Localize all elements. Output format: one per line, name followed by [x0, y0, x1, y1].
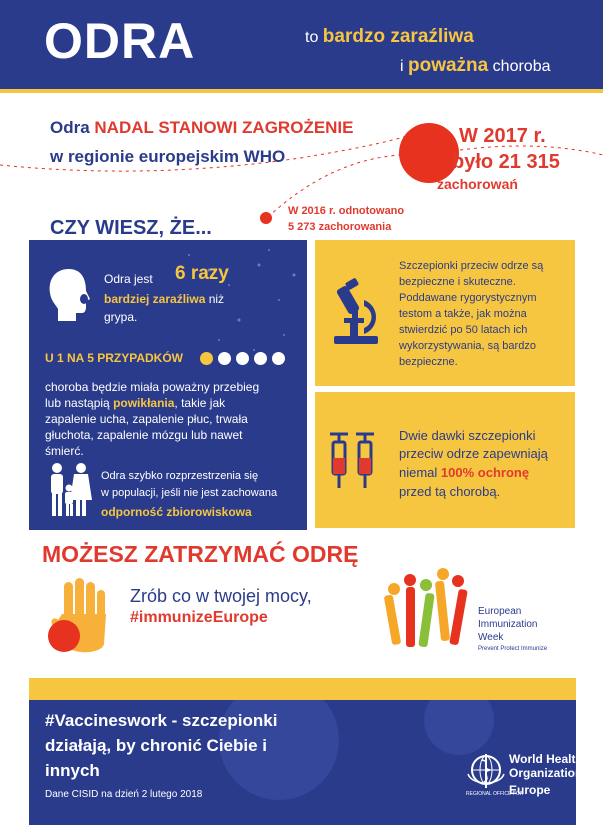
- case-dot-2017: [399, 123, 459, 183]
- who-name-line1: World Health: [509, 752, 583, 766]
- syringes-icon: [326, 428, 381, 500]
- eiw-line2: Immunization: [478, 619, 538, 630]
- who-name-line2: Organization: [509, 766, 583, 780]
- data-source-note: Dane CISID na dzień 2 lutego 2018: [45, 789, 203, 800]
- stat-2017-line3: zachorowań: [437, 176, 518, 192]
- threat-line2: w regionie europejskim WHO: [50, 147, 286, 166]
- header-subtitle-line1: to bardzo zaraźliwa: [305, 26, 474, 47]
- fact1-text-b: bardziej zaraźliwa niż: [104, 292, 225, 306]
- complications-line2: lub nastąpią powikłania, takie jak: [45, 396, 226, 410]
- footer-line1: #Vaccineswork - szczepionki: [45, 711, 278, 730]
- safety-line4: testom a także, jak można: [399, 308, 527, 320]
- stop-measles-heading: MOŻESZ ZATRZYMAĆ ODRĘ: [42, 541, 359, 567]
- eiw-line3: Week: [478, 632, 504, 643]
- proportion-dot-highlighted: [200, 352, 213, 365]
- proportion-dot: [218, 352, 231, 365]
- eiw-tagline: Prevent Protect Immunize: [478, 646, 548, 652]
- doses-line2: przeciw odrze zapewniają: [399, 446, 548, 461]
- fact1-text-d: grypa.: [104, 310, 138, 324]
- eiw-line1: European: [478, 606, 522, 617]
- herd-line2: w populacji, jeśli nie jest zachowana: [101, 487, 278, 499]
- stat-2016-line2: 5 273 zachorowania: [288, 221, 392, 233]
- page-title: ODRA: [44, 13, 196, 69]
- who-name-line3: Europe: [509, 783, 551, 797]
- safety-line1: Szczepionki przeciw odrze są: [399, 260, 544, 272]
- family-icon: [45, 460, 95, 520]
- doses-line4: przed tą chorobą.: [399, 484, 501, 499]
- safety-line6: wykorzystywania, są bardzo: [399, 340, 536, 352]
- proportion-dot: [254, 352, 267, 365]
- fact1-big-number: 6 razy: [175, 263, 229, 284]
- did-you-know-heading: CZY WIESZ, ŻE...: [50, 217, 212, 239]
- complications-line3: zapalenie ucha, zapalenie płuc, trwała: [45, 412, 248, 426]
- proportion-dot: [272, 352, 285, 365]
- case-dot-2016: [260, 212, 272, 224]
- safety-line5: stwierdzić po 50 latach ich: [399, 324, 528, 336]
- proportion-dot: [236, 352, 249, 365]
- header-subtitle-line2: i poważna choroba: [400, 55, 551, 76]
- hashtag-immunize-europe: #immunizeEurope: [130, 609, 268, 626]
- complications-line1: choroba będzie miała poważny przebieg: [45, 380, 260, 394]
- microscope-icon: [328, 278, 383, 348]
- who-emblem-icon: [466, 752, 506, 790]
- fact1-text-a: Odra jest: [104, 272, 153, 286]
- header-banner: [0, 0, 603, 93]
- footer-line3: innych: [45, 761, 100, 780]
- complications-line4: głuchota, zapalenie mózgu lub nawet: [45, 428, 243, 442]
- doses-line1: Dwie dawki szczepionki: [399, 428, 536, 443]
- european-immunization-week-logo: [380, 565, 475, 660]
- stat-2017-line2: było 21 315: [452, 151, 560, 173]
- complications-line5: śmierć.: [45, 444, 84, 458]
- safety-line2: bezpieczne i skuteczne.: [399, 276, 516, 288]
- footer-line2: działają, by chronić Ciebie i: [45, 736, 268, 755]
- hand-stop-icon: [42, 578, 117, 658]
- stat-2017-line1: W 2017 r.: [459, 125, 546, 147]
- doses-line3: niemal 100% ochronę: [399, 465, 530, 480]
- herd-line3: odporność zbiorowiskowa: [101, 505, 252, 519]
- safety-line3: Poddawane rygorystycznym: [399, 292, 537, 304]
- threat-line1: Odra NADAL STANOWI ZAGROŻENIE: [50, 118, 354, 137]
- do-what-you-can-text: Zrób co w twojej mocy,: [130, 586, 312, 606]
- stat-2016-line1: W 2016 r. odnotowano: [288, 205, 405, 217]
- who-regional-office-label: REGIONAL OFFICE FOR: [466, 791, 524, 797]
- safety-line7: bezpieczne.: [399, 356, 458, 368]
- herd-line1: Odra szybko rozprzestrzenia się: [101, 470, 259, 482]
- one-in-five-label: U 1 NA 5 PRZYPADKÓW: [45, 351, 184, 365]
- sneezing-head-icon: [44, 265, 94, 325]
